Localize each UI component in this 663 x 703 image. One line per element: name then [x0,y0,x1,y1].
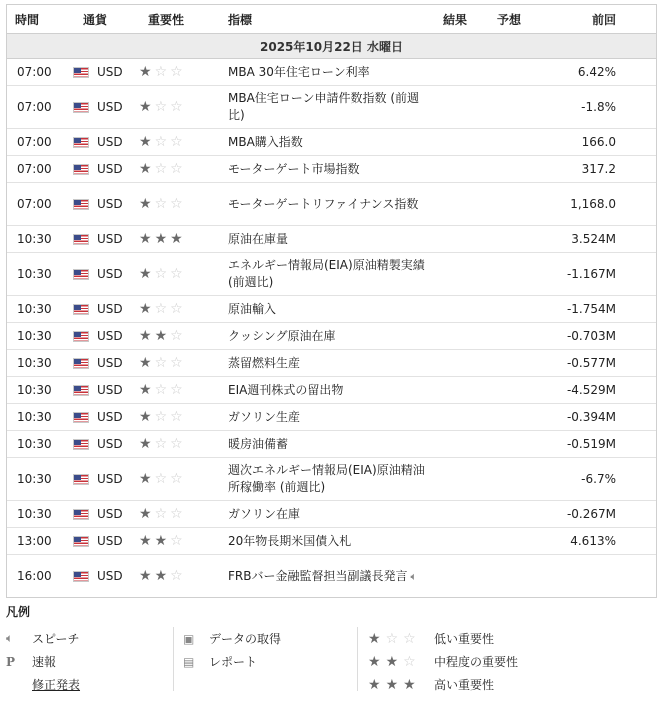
star-icon: ☆ [154,64,168,80]
currency-code: USD [97,162,123,176]
star-icon: ☆ [170,64,183,80]
star-icon: ★ [368,653,381,670]
event-time: 10:30 [17,507,52,521]
importance-stars [139,356,228,370]
event-currency [73,383,139,397]
star-icon: ★ [139,506,152,522]
star-icon: ☆ [403,630,416,647]
star-icon: ☆ [154,161,168,177]
event-time: 13:00 [17,534,52,548]
table-row[interactable] [7,528,656,555]
star-icon: ☆ [170,568,183,584]
event-name-text[interactable]: MBA 30年住宅ローン利率 [228,64,370,79]
currency-code: USD [97,65,123,79]
data-retrieval-icon: ▣ [183,631,195,646]
economic-calendar-table [6,4,657,598]
event-time: 07:00 [17,65,52,79]
event-time: 10:30 [17,302,52,316]
event-name[interactable] [228,382,433,399]
currency-code: USD [97,302,123,316]
event-name[interactable] [228,134,433,151]
currency-code: USD [97,267,123,281]
event-time: 07:00 [17,135,52,149]
star-icon: ☆ [154,471,168,487]
event-name[interactable] [228,64,433,81]
star-icon: ☆ [154,506,168,522]
event-name-text[interactable]: MBA住宅ローン申請件数指数 (前週比) [228,91,420,122]
star-icon: ★ [139,196,152,212]
table-row[interactable] [7,377,656,404]
star-icon: ★ [385,653,399,670]
event-previous: 317.2 [581,162,616,176]
event-name-text[interactable]: 20年物長期米国債入札 [228,533,352,548]
speaker-icon: 🔈︎ [6,631,14,645]
star-icon: ☆ [170,99,183,115]
header-importance: 重要性 [148,12,185,27]
header-actual: 結果 [443,12,468,27]
star-icon: ☆ [154,382,168,398]
star-icon: ★ [139,301,152,317]
event-currency [73,472,139,486]
date-band: 2025年10月22日 水曜日 [7,34,656,59]
star-icon: ★ [368,676,381,693]
header-previous: 前回 [591,12,616,27]
star-icon: ★ [139,568,152,584]
star-icon: ☆ [170,409,183,425]
event-previous: -6.7% [581,472,616,486]
event-name-text[interactable]: MBA購入指数 [228,134,303,149]
low-importance-stars [368,632,434,646]
star-icon: ★ [139,471,152,487]
legend-preliminary: P 速報 [6,654,57,669]
star-icon: ☆ [170,161,183,177]
event-name[interactable] [228,257,433,291]
importance-stars [139,383,228,397]
currency-code: USD [97,410,123,424]
star-icon: ☆ [170,471,183,487]
event-previous: 4.613% [570,534,616,548]
star-icon: ☆ [170,506,183,522]
importance-stars [139,232,228,246]
star-icon: ★ [139,382,152,398]
importance-stars [139,410,228,424]
currency-code: USD [97,383,123,397]
event-currency [73,65,139,79]
star-icon: ☆ [170,382,183,398]
currency-code: USD [97,135,123,149]
event-time: 10:30 [17,232,52,246]
event-previous: 1,168.0 [570,197,616,211]
star-icon: ☆ [170,134,183,150]
legend-report: ▤ レポート [183,654,258,669]
star-icon: ★ [139,161,152,177]
star-icon: ☆ [154,301,168,317]
importance-stars [139,569,228,583]
medium-importance-stars [368,655,434,669]
importance-stars [139,135,228,149]
event-name-text[interactable]: モーターゲートリファイナンス指数 [228,196,419,211]
currency-code: USD [97,329,123,343]
importance-stars [139,197,228,211]
us-flag-icon [73,474,89,485]
header-event: 指標 [228,12,253,27]
event-time: 07:00 [17,197,52,211]
currency-code: USD [97,507,123,521]
table-row[interactable] [7,183,656,226]
star-icon: ☆ [154,134,168,150]
legend-title: 凡例 [6,605,31,619]
us-flag-icon [73,509,89,520]
event-name[interactable] [228,533,433,550]
star-icon: ☆ [154,99,168,115]
star-icon: ★ [139,409,152,425]
speaker-icon: 🔈︎ [410,569,418,583]
star-icon: ☆ [170,436,183,452]
star-icon: ★ [154,568,168,584]
legend-high-importance: ★ ★ ★ 高い重要性 [368,676,495,693]
event-previous: -0.267M [566,507,616,521]
event-name-text[interactable]: クッシング原油在庫 [228,328,336,343]
event-currency [73,329,139,343]
importance-stars [139,329,228,343]
event-currency [73,100,139,114]
star-icon: ☆ [154,355,168,371]
event-currency [73,232,139,246]
star-icon: ★ [139,266,152,282]
event-name[interactable] [228,90,433,124]
event-previous: -1.167M [566,267,616,281]
event-currency [73,135,139,149]
event-currency [73,410,139,424]
header-time: 時間 [15,12,40,27]
event-name-text[interactable]: モーターゲート市場指数 [228,161,360,176]
star-icon: ☆ [154,266,168,282]
legend-divider [173,627,174,691]
importance-stars [139,267,228,281]
importance-stars [139,507,228,521]
event-name[interactable] [228,568,433,585]
event-currency [73,356,139,370]
table-row[interactable] [7,253,656,296]
legend-data-retrieval: ▣ データの取得 [183,631,282,646]
event-name-text[interactable]: EIA週刊株式の留出物 [228,382,344,397]
star-icon: ☆ [170,196,183,212]
event-name[interactable] [228,355,433,372]
event-previous: -1.8% [581,100,616,114]
us-flag-icon [73,536,89,547]
preliminary-icon: P [6,654,16,669]
star-icon: ☆ [403,653,416,670]
event-time: 10:30 [17,383,52,397]
star-icon: ★ [139,64,152,80]
table-header [7,5,656,34]
star-icon: ☆ [170,355,183,371]
event-currency [73,534,139,548]
star-icon: ☆ [154,196,168,212]
event-currency [73,437,139,451]
event-previous: 3.524M [571,232,616,246]
event-time: 10:30 [17,410,52,424]
header-forecast: 予想 [497,12,522,27]
us-flag-icon [73,164,89,175]
event-time: 07:00 [17,162,52,176]
event-previous: -0.703M [566,329,616,343]
table-row[interactable] [7,458,656,501]
importance-stars [139,534,228,548]
us-flag-icon [73,571,89,582]
event-currency [73,162,139,176]
star-icon: ★ [154,231,168,247]
header-currency: 通貨 [83,12,108,27]
event-time: 07:00 [17,100,52,114]
event-name[interactable] [228,196,433,213]
currency-code: USD [97,534,123,548]
event-name-text[interactable]: FRBバー金融監督担当副議長発言 [228,568,408,583]
event-name[interactable] [228,436,433,453]
event-name[interactable] [228,301,433,318]
star-icon: ★ [139,134,152,150]
star-icon: ☆ [170,301,183,317]
high-importance-stars [368,678,434,692]
event-name[interactable] [228,506,433,523]
star-icon: ☆ [170,266,183,282]
currency-code: USD [97,197,123,211]
table-row[interactable] [7,86,656,129]
star-icon: ★ [139,99,152,115]
table-row[interactable] [7,59,656,86]
us-flag-icon [73,331,89,342]
star-icon: ★ [139,436,152,452]
event-previous: -4.529M [566,383,616,397]
table-row[interactable] [7,156,656,183]
star-icon: ☆ [170,328,183,344]
event-time: 10:30 [17,267,52,281]
us-flag-icon [73,102,89,113]
currency-code: USD [97,569,123,583]
legend-divider [357,627,358,691]
event-name-text[interactable]: 週次エネルギー情報局(EIA)原油精油所稼働率 (前週比) [228,463,425,494]
importance-stars [139,302,228,316]
us-flag-icon [73,439,89,450]
importance-stars [139,100,228,114]
importance-stars [139,437,228,451]
event-name[interactable] [228,328,433,345]
event-rows [7,59,656,597]
us-flag-icon [73,412,89,423]
star-icon: ★ [139,231,152,247]
star-icon: ☆ [170,533,183,549]
star-icon: ★ [139,328,152,344]
star-icon: ★ [368,630,381,647]
currency-code: USD [97,100,123,114]
star-icon: ☆ [154,436,168,452]
us-flag-icon [73,269,89,280]
event-currency [73,302,139,316]
event-currency [73,569,139,583]
event-previous: -0.577M [566,356,616,370]
star-icon: ★ [154,533,168,549]
report-icon: ▤ [183,654,195,669]
event-time: 16:00 [17,569,52,583]
event-currency [73,267,139,281]
currency-code: USD [97,472,123,486]
event-previous: -1.754M [566,302,616,316]
us-flag-icon [73,234,89,245]
event-name-text[interactable]: 原油輸入 [228,301,277,316]
us-flag-icon [73,137,89,148]
importance-stars [139,472,228,486]
event-currency [73,197,139,211]
star-icon: ★ [403,676,416,693]
table-row[interactable] [7,501,656,528]
table-row[interactable] [7,129,656,156]
us-flag-icon [73,199,89,210]
event-name-text[interactable]: 暖房油備蓄 [228,436,289,451]
star-icon: ☆ [385,630,399,647]
event-previous: 6.42% [577,65,616,79]
event-time: 10:30 [17,437,52,451]
star-icon: ☆ [154,409,168,425]
us-flag-icon [73,358,89,369]
currency-code: USD [97,356,123,370]
star-icon: ★ [154,328,168,344]
legend-speech: 🔈︎ スピーチ [6,631,80,646]
event-name-text[interactable]: 蒸留燃料生産 [228,355,301,370]
legend-medium-importance: ★ ★ ☆ 中程度の重要性 [368,653,519,670]
event-time: 10:30 [17,472,52,486]
table-row[interactable] [7,323,656,350]
event-name-text[interactable]: ガソリン生産 [228,409,301,424]
legend-revised: 修正発表 [32,678,81,692]
event-name[interactable] [228,161,433,178]
star-icon: ★ [139,355,152,371]
event-time: 10:30 [17,356,52,370]
us-flag-icon [73,304,89,315]
star-icon: ★ [385,676,399,693]
table-row[interactable] [7,296,656,323]
event-previous: 166.0 [581,135,616,149]
table-row[interactable] [7,431,656,458]
currency-code: USD [97,437,123,451]
event-name-text[interactable]: 原油在庫量 [228,231,289,246]
star-icon: ★ [139,533,152,549]
star-icon: ★ [170,231,183,247]
event-name-text[interactable]: エネルギー情報局(EIA)原油精製実績 (前週比) [228,258,425,289]
event-previous: -0.519M [566,437,616,451]
importance-stars [139,65,228,79]
table-row[interactable] [7,404,656,431]
event-time: 10:30 [17,329,52,343]
us-flag-icon [73,385,89,396]
currency-code: USD [97,232,123,246]
table-row[interactable] [7,226,656,253]
table-row[interactable] [7,350,656,377]
us-flag-icon [73,67,89,78]
event-name[interactable] [228,462,433,496]
legend-low-importance: ★ ☆ ☆ 低い重要性 [368,630,495,647]
event-name-text[interactable]: ガソリン在庫 [228,506,301,521]
importance-stars [139,162,228,176]
event-name[interactable] [228,231,433,248]
table-row[interactable] [7,555,656,597]
event-previous: -0.394M [566,410,616,424]
event-name[interactable] [228,409,433,426]
event-currency [73,507,139,521]
